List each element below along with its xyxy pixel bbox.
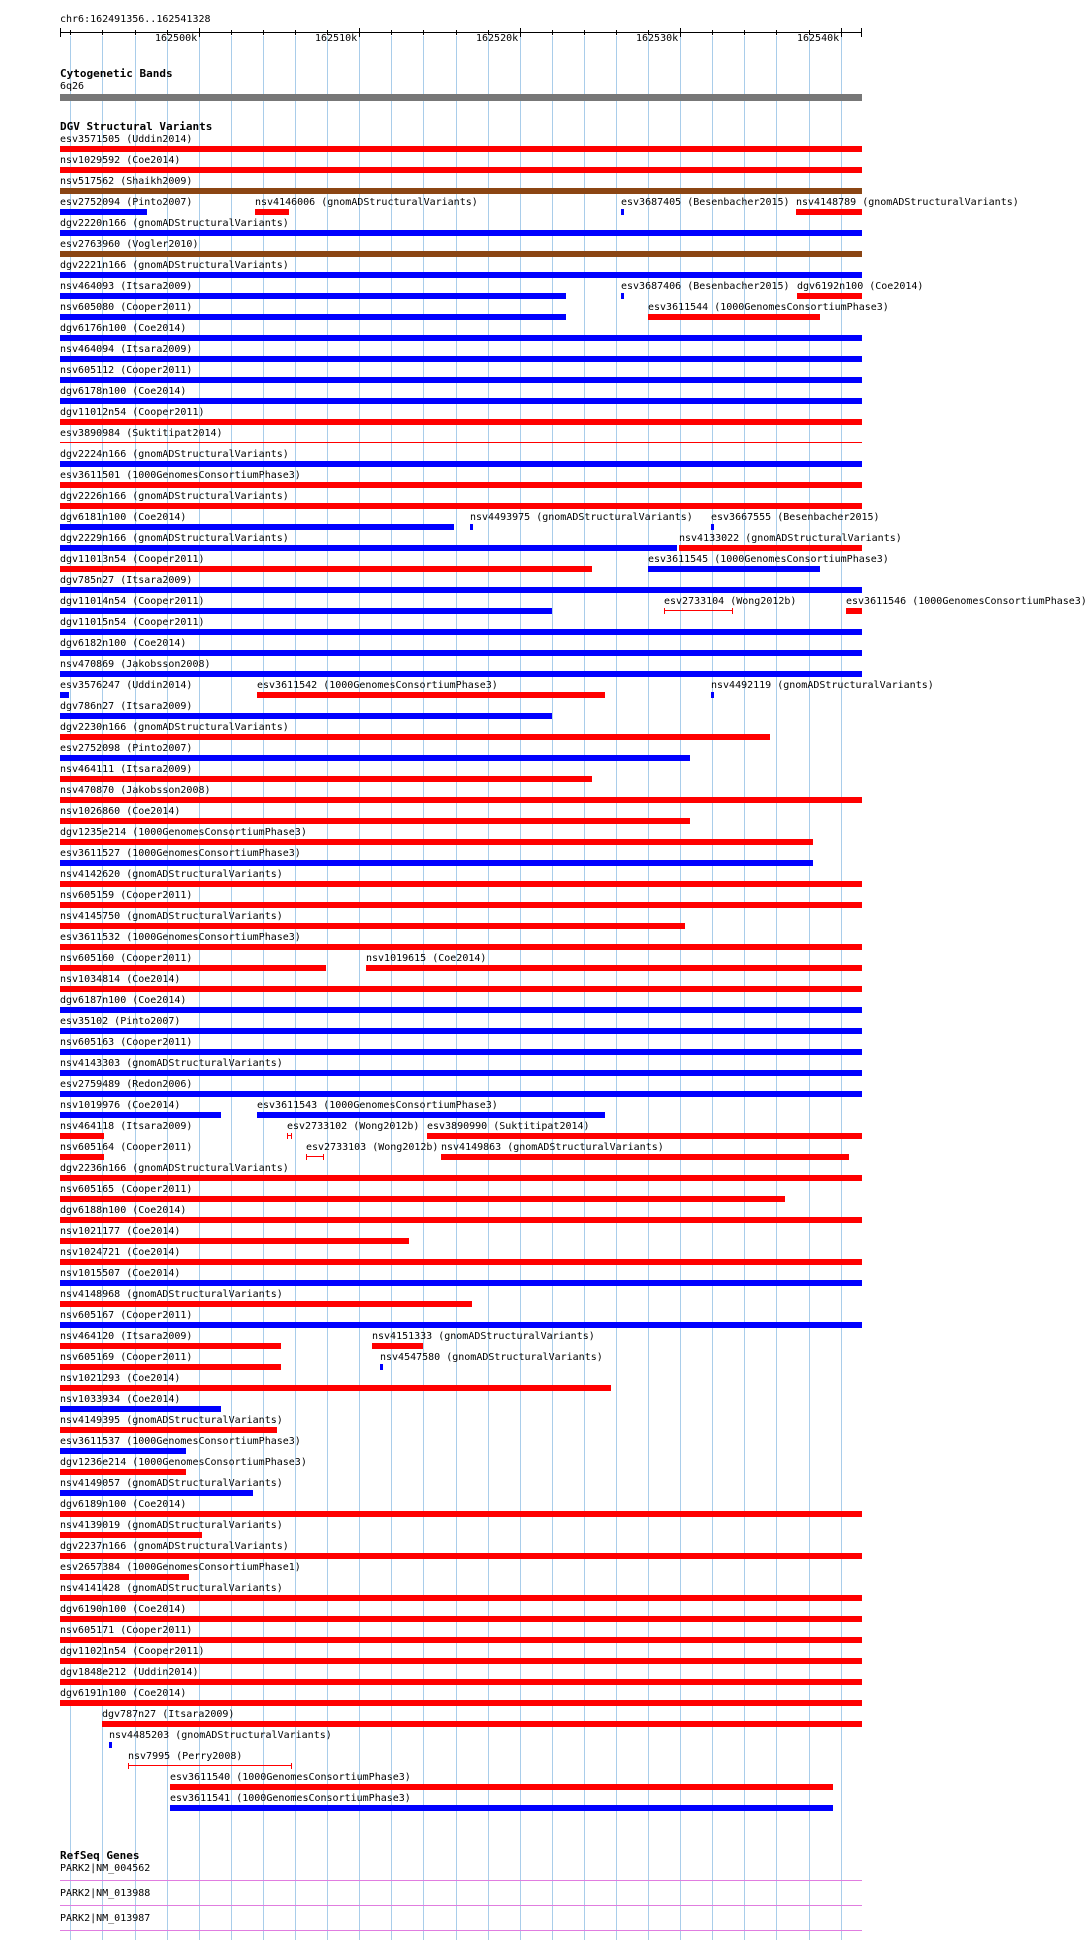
variant-label: esv3576247 (Uddin2014) xyxy=(60,680,193,691)
axis-tick xyxy=(616,30,617,35)
variant-bar[interactable] xyxy=(60,1385,611,1391)
variant-label: nsv1019615 (Coe2014) xyxy=(366,953,487,964)
variant-bar[interactable] xyxy=(60,1700,862,1706)
variant-label: nsv605160 (Cooper2011) xyxy=(60,953,193,964)
variant-label: dgv11015n54 (Cooper2011) xyxy=(60,617,205,628)
variant-bar[interactable] xyxy=(60,1154,104,1160)
variant-label: esv2733102 (Wong2012b) xyxy=(287,1121,420,1132)
variant-bar[interactable] xyxy=(60,335,862,341)
variant-label: esv2733103 (Wong2012b) xyxy=(306,1142,439,1153)
variant-label: esv35102 (Pinto2007) xyxy=(60,1016,181,1027)
variant-bar[interactable] xyxy=(306,1154,324,1160)
gene-model[interactable] xyxy=(60,1930,862,1931)
position-label: chr6:162491356..162541328 xyxy=(60,14,211,25)
axis-tick xyxy=(744,30,745,35)
variant-label: esv2759489 (Redon2006) xyxy=(60,1079,193,1090)
axis-right-end xyxy=(861,28,862,37)
variant-bar[interactable] xyxy=(128,1763,292,1769)
variant-label: nsv470870 (Jakobsson2008) xyxy=(60,785,211,796)
variant-label: dgv785n27 (Itsara2009) xyxy=(60,575,193,586)
variant-label: nsv605080 (Cooper2011) xyxy=(60,302,193,313)
variant-bar[interactable] xyxy=(60,776,592,782)
variant-bar[interactable] xyxy=(621,293,624,299)
gene-label: PARK2|NM_004562 xyxy=(60,1863,151,1874)
variant-bar[interactable] xyxy=(60,442,862,443)
variant-label: nsv605167 (Cooper2011) xyxy=(60,1310,193,1321)
variant-bar[interactable] xyxy=(60,398,862,404)
variant-label: esv3611545 (1000GenomesConsortiumPhase3) xyxy=(648,554,889,565)
axis-tick-label: 162520k xyxy=(476,33,519,44)
variant-bar[interactable] xyxy=(287,1133,292,1139)
variant-bar[interactable] xyxy=(60,1049,862,1055)
variant-label: nsv1024721 (Coe2014) xyxy=(60,1247,181,1258)
variant-bar[interactable] xyxy=(60,923,685,929)
variant-bar[interactable] xyxy=(60,1574,189,1580)
variant-label: nsv4149057 (gnomADStructuralVariants) xyxy=(60,1478,283,1489)
variant-bar[interactable] xyxy=(380,1364,383,1370)
variant-bar[interactable] xyxy=(60,965,326,971)
variant-label: esv3611537 (1000GenomesConsortiumPhase3) xyxy=(60,1436,301,1447)
variant-bar[interactable] xyxy=(60,1490,253,1496)
variant-label: nsv605164 (Cooper2011) xyxy=(60,1142,193,1153)
variant-bar[interactable] xyxy=(60,272,862,278)
variant-label: esv3611541 (1000GenomesConsortiumPhase3) xyxy=(170,1793,411,1804)
variant-bar[interactable] xyxy=(60,1238,409,1244)
variant-label: nsv605112 (Cooper2011) xyxy=(60,365,193,376)
variant-bar[interactable] xyxy=(60,1637,862,1643)
axis-tick xyxy=(295,30,296,35)
dgv-track-title: DGV Structural Variants xyxy=(60,120,213,133)
variant-bar[interactable] xyxy=(427,1133,862,1139)
variant-bar[interactable] xyxy=(441,1154,849,1160)
variant-bar[interactable] xyxy=(170,1784,833,1790)
variant-bar[interactable] xyxy=(60,1007,862,1013)
variant-label: esv3667555 (Besenbacher2015) xyxy=(711,512,880,523)
variant-bar[interactable] xyxy=(60,1553,862,1559)
variant-bar[interactable] xyxy=(60,146,862,152)
axis-tick xyxy=(263,30,264,35)
variant-label: dgv2230n166 (gnomADStructuralVariants) xyxy=(60,722,289,733)
axis-tick-label: 162510k xyxy=(315,33,358,44)
variant-bar[interactable] xyxy=(60,902,862,908)
axis-tick xyxy=(70,30,71,35)
variant-label: nsv605165 (Cooper2011) xyxy=(60,1184,193,1195)
variant-bar-line xyxy=(288,1135,291,1136)
refseq-track-title: RefSeq Genes xyxy=(60,1849,140,1862)
variant-bar[interactable] xyxy=(60,1280,862,1286)
variant-label: dgv6192n100 (Coe2014) xyxy=(797,281,924,292)
variant-bar[interactable] xyxy=(60,1532,202,1538)
variant-bar[interactable] xyxy=(711,524,714,530)
variant-label: dgv11012n54 (Cooper2011) xyxy=(60,407,205,418)
variant-label: nsv4139019 (gnomADStructuralVariants) xyxy=(60,1520,283,1531)
variant-label: dgv11013n54 (Cooper2011) xyxy=(60,554,205,565)
variant-label: nsv4145750 (gnomADStructuralVariants) xyxy=(60,911,283,922)
cytogenetic-bands-title: Cytogenetic Bands xyxy=(60,67,173,80)
axis-tick xyxy=(584,30,585,35)
variant-label: esv2752094 (Pinto2007) xyxy=(60,197,193,208)
axis-left-end xyxy=(60,28,61,37)
variant-bar[interactable] xyxy=(60,839,813,845)
axis-tick xyxy=(423,30,424,35)
variant-bar[interactable] xyxy=(60,818,690,824)
variant-label: esv3611543 (1000GenomesConsortiumPhase3) xyxy=(257,1100,498,1111)
variant-label: nsv605169 (Cooper2011) xyxy=(60,1352,193,1363)
variant-bar[interactable] xyxy=(60,1070,862,1076)
variant-label: nsv464093 (Itsara2009) xyxy=(60,281,193,292)
variant-label: esv3611532 (1000GenomesConsortiumPhase3) xyxy=(60,932,301,943)
variant-bar[interactable] xyxy=(60,587,862,593)
axis-tick xyxy=(680,28,681,37)
variant-bar[interactable] xyxy=(664,608,733,614)
variant-label: esv3687406 (Besenbacher2015) xyxy=(621,281,790,292)
axis-tick-label: 162540k xyxy=(797,33,840,44)
variant-label: dgv2226n166 (gnomADStructuralVariants) xyxy=(60,491,289,502)
variant-bar[interactable] xyxy=(60,734,770,740)
variant-label: dgv787n27 (Itsara2009) xyxy=(102,1709,235,1720)
gene-model[interactable] xyxy=(60,1905,862,1906)
variant-bar[interactable] xyxy=(648,314,820,320)
variant-bar[interactable] xyxy=(60,230,862,236)
variant-bar[interactable] xyxy=(60,1616,862,1622)
variant-bar[interactable] xyxy=(470,524,473,530)
variant-label: nsv1034814 (Coe2014) xyxy=(60,974,181,985)
variant-label: nsv1029592 (Coe2014) xyxy=(60,155,181,166)
variant-bar[interactable] xyxy=(60,1112,221,1118)
variant-label: dgv1235e214 (1000GenomesConsortiumPhase3) xyxy=(60,827,307,838)
variant-label: esv2657384 (1000GenomesConsortiumPhase1) xyxy=(60,1562,301,1573)
variant-label: nsv464111 (Itsara2009) xyxy=(60,764,193,775)
variant-label: nsv1026860 (Coe2014) xyxy=(60,806,181,817)
gene-model[interactable] xyxy=(60,1880,862,1881)
variant-bar[interactable] xyxy=(60,209,147,215)
variant-label: dgv6182n100 (Coe2014) xyxy=(60,638,187,649)
variant-label: esv3611527 (1000GenomesConsortiumPhase3) xyxy=(60,848,301,859)
variant-bar[interactable] xyxy=(60,797,862,803)
variant-bar[interactable] xyxy=(621,209,624,215)
variant-bar[interactable] xyxy=(60,524,454,530)
variant-label: dgv2229n166 (gnomADStructuralVariants) xyxy=(60,533,289,544)
variant-bar[interactable] xyxy=(60,629,862,635)
axis-tick-label: 162530k xyxy=(636,33,679,44)
variant-bar[interactable] xyxy=(170,1805,833,1811)
axis-tick xyxy=(199,28,200,37)
variant-label: nsv4485203 (gnomADStructuralVariants) xyxy=(109,1730,332,1741)
variant-label: nsv4493975 (gnomADStructuralVariants) xyxy=(470,512,693,523)
variant-bar[interactable] xyxy=(60,1364,281,1370)
variant-label: nsv517562 (Shaikh2009) xyxy=(60,176,193,187)
variant-label: dgv1236e214 (1000GenomesConsortiumPhase3) xyxy=(60,1457,307,1468)
variant-bar[interactable] xyxy=(60,1406,221,1412)
axis-tick-label: 162500k xyxy=(155,33,198,44)
variant-bar[interactable] xyxy=(60,1091,862,1097)
variant-bar[interactable] xyxy=(60,545,677,551)
variant-bar[interactable] xyxy=(255,209,289,215)
variant-bar[interactable] xyxy=(60,1259,862,1265)
variant-bar-line xyxy=(129,1765,291,1766)
axis-tick xyxy=(712,30,713,35)
variant-bar[interactable] xyxy=(60,1595,862,1601)
axis-tick xyxy=(359,28,360,37)
variant-bar[interactable] xyxy=(60,461,862,467)
variant-label: dgv2220n166 (gnomADStructuralVariants) xyxy=(60,218,289,229)
variant-label: esv2763960 (Vogler2010) xyxy=(60,239,199,250)
variant-bar[interactable] xyxy=(60,755,690,761)
variant-bar[interactable] xyxy=(60,1301,472,1307)
variant-label: dgv6190n100 (Coe2014) xyxy=(60,1604,187,1615)
variant-bar[interactable] xyxy=(60,944,862,950)
variant-bar[interactable] xyxy=(109,1742,112,1748)
variant-label: nsv4151333 (gnomADStructuralVariants) xyxy=(372,1331,595,1342)
variant-bar[interactable] xyxy=(796,209,862,215)
variant-bar[interactable] xyxy=(60,314,566,320)
variant-bar[interactable] xyxy=(60,713,552,719)
axis-tick xyxy=(776,30,777,35)
variant-label: esv3611540 (1000GenomesConsortiumPhase3) xyxy=(170,1772,411,1783)
variant-label: nsv4143303 (gnomADStructuralVariants) xyxy=(60,1058,283,1069)
variant-label: esv2752098 (Pinto2007) xyxy=(60,743,193,754)
variant-bar[interactable] xyxy=(60,566,592,572)
variant-label: esv3611542 (1000GenomesConsortiumPhase3) xyxy=(257,680,498,691)
variant-bar[interactable] xyxy=(60,1322,862,1328)
variant-label: esv3687405 (Besenbacher2015) xyxy=(621,197,790,208)
axis-tick xyxy=(391,30,392,35)
variant-bar[interactable] xyxy=(60,167,862,173)
variant-bar[interactable] xyxy=(60,1469,186,1475)
variant-label: esv3890990 (Suktitipat2014) xyxy=(427,1121,590,1132)
variant-label: nsv4146006 (gnomADStructuralVariants) xyxy=(255,197,478,208)
variant-bar[interactable] xyxy=(679,545,862,551)
variant-label: nsv4149863 (gnomADStructuralVariants) xyxy=(441,1142,664,1153)
variant-label: nsv1019976 (Coe2014) xyxy=(60,1100,181,1111)
variant-bar[interactable] xyxy=(60,1217,862,1223)
variant-label: dgv2237n166 (gnomADStructuralVariants) xyxy=(60,1541,289,1552)
cytoband-label: 6q26 xyxy=(60,81,85,92)
variant-bar[interactable] xyxy=(366,965,862,971)
variant-label: esv3611501 (1000GenomesConsortiumPhase3) xyxy=(60,470,301,481)
variant-bar[interactable] xyxy=(257,692,605,698)
variant-label: dgv6189n100 (Coe2014) xyxy=(60,1499,187,1510)
variant-bar[interactable] xyxy=(60,1133,104,1139)
variant-label: dgv11014n54 (Cooper2011) xyxy=(60,596,205,607)
gene-label: PARK2|NM_013987 xyxy=(60,1913,151,1924)
axis-tick xyxy=(456,30,457,35)
variant-label: nsv1015507 (Coe2014) xyxy=(60,1268,181,1279)
variant-bar[interactable] xyxy=(60,1028,862,1034)
variant-label: dgv6181n100 (Coe2014) xyxy=(60,512,187,523)
variant-label: nsv4492119 (gnomADStructuralVariants) xyxy=(711,680,934,691)
variant-label: nsv605163 (Cooper2011) xyxy=(60,1037,193,1048)
variant-label: nsv605159 (Cooper2011) xyxy=(60,890,193,901)
variant-bar-line xyxy=(307,1156,323,1157)
variant-bar[interactable] xyxy=(60,671,862,677)
variant-label: nsv4547580 (gnomADStructuralVariants) xyxy=(380,1352,603,1363)
variant-label: dgv2236n166 (gnomADStructuralVariants) xyxy=(60,1163,289,1174)
variant-label: dgv11021n54 (Cooper2011) xyxy=(60,1646,205,1657)
variant-label: nsv4133022 (gnomADStructuralVariants) xyxy=(679,533,902,544)
variant-bar[interactable] xyxy=(102,1721,862,1727)
axis-tick xyxy=(231,30,232,35)
variant-label: nsv4141428 (gnomADStructuralVariants) xyxy=(60,1583,283,1594)
variant-label: esv3571505 (Uddin2014) xyxy=(60,134,193,145)
variant-bar[interactable] xyxy=(60,482,862,488)
variant-label: dgv6187n100 (Coe2014) xyxy=(60,995,187,1006)
variant-label: dgv786n27 (Itsara2009) xyxy=(60,701,193,712)
variant-label: nsv605171 (Cooper2011) xyxy=(60,1625,193,1636)
variant-label: dgv1848e212 (Uddin2014) xyxy=(60,1667,199,1678)
axis-tick xyxy=(135,30,136,35)
variant-bar[interactable] xyxy=(60,1511,862,1517)
variant-bar[interactable] xyxy=(60,1448,186,1454)
variant-bar[interactable] xyxy=(60,860,813,866)
axis-tick xyxy=(520,28,521,37)
variant-label: dgv6188n100 (Coe2014) xyxy=(60,1205,187,1216)
variant-label: esv3890984 (Suktitipat2014) xyxy=(60,428,223,439)
variant-bar[interactable] xyxy=(797,293,862,299)
variant-label: nsv1021177 (Coe2014) xyxy=(60,1226,181,1237)
variant-bar[interactable] xyxy=(60,356,862,362)
variant-label: esv3611544 (1000GenomesConsortiumPhase3) xyxy=(648,302,889,313)
variant-label: dgv2221n166 (gnomADStructuralVariants) xyxy=(60,260,289,271)
variant-label: nsv4142620 (gnomADStructuralVariants) xyxy=(60,869,283,880)
variant-bar[interactable] xyxy=(60,503,862,509)
variant-bar[interactable] xyxy=(60,251,862,257)
variant-bar-line xyxy=(665,610,732,611)
cytoband-bar[interactable] xyxy=(60,94,862,101)
variant-bar[interactable] xyxy=(648,566,820,572)
variant-bar[interactable] xyxy=(711,692,714,698)
variant-label: nsv470869 (Jakobsson2008) xyxy=(60,659,211,670)
variant-bar[interactable] xyxy=(60,650,862,656)
axis-tick xyxy=(552,30,553,35)
variant-label: dgv6176n100 (Coe2014) xyxy=(60,323,187,334)
variant-label: nsv464120 (Itsara2009) xyxy=(60,1331,193,1342)
variant-bar[interactable] xyxy=(60,881,862,887)
variant-bar[interactable] xyxy=(60,1175,862,1181)
variant-bar[interactable] xyxy=(60,1196,785,1202)
variant-label: nsv4148968 (gnomADStructuralVariants) xyxy=(60,1289,283,1300)
variant-bar[interactable] xyxy=(60,188,862,194)
variant-label: nsv7995 (Perry2008) xyxy=(128,1751,243,1762)
variant-bar[interactable] xyxy=(60,986,862,992)
variant-bar[interactable] xyxy=(60,377,862,383)
variant-label: nsv464118 (Itsara2009) xyxy=(60,1121,193,1132)
variant-label: nsv1033934 (Coe2014) xyxy=(60,1394,181,1405)
variant-label: dgv6178n100 (Coe2014) xyxy=(60,386,187,397)
variant-bar[interactable] xyxy=(60,1343,281,1349)
variant-bar[interactable] xyxy=(60,419,862,425)
variant-label: esv3611546 (1000GenomesConsortiumPhase3) xyxy=(846,596,1087,607)
variant-bar[interactable] xyxy=(372,1343,423,1349)
variant-bar[interactable] xyxy=(846,608,862,614)
variant-bar[interactable] xyxy=(60,1658,862,1664)
variant-bar[interactable] xyxy=(60,1427,277,1433)
variant-bar[interactable] xyxy=(257,1112,605,1118)
variant-label: nsv4149395 (gnomADStructuralVariants) xyxy=(60,1415,283,1426)
variant-label: dgv2224n166 (gnomADStructuralVariants) xyxy=(60,449,289,460)
variant-label: nsv4148789 (gnomADStructuralVariants) xyxy=(796,197,1019,208)
variant-label: esv2733104 (Wong2012b) xyxy=(664,596,797,607)
variant-bar[interactable] xyxy=(60,608,552,614)
variant-bar[interactable] xyxy=(60,1679,862,1685)
variant-bar[interactable] xyxy=(60,692,69,698)
variant-label: nsv464094 (Itsara2009) xyxy=(60,344,193,355)
variant-bar[interactable] xyxy=(60,293,566,299)
axis-tick xyxy=(841,28,842,37)
gene-label: PARK2|NM_013988 xyxy=(60,1888,151,1899)
variant-label: dgv6191n100 (Coe2014) xyxy=(60,1688,187,1699)
variant-label: nsv1021293 (Coe2014) xyxy=(60,1373,181,1384)
axis-tick xyxy=(102,30,103,35)
